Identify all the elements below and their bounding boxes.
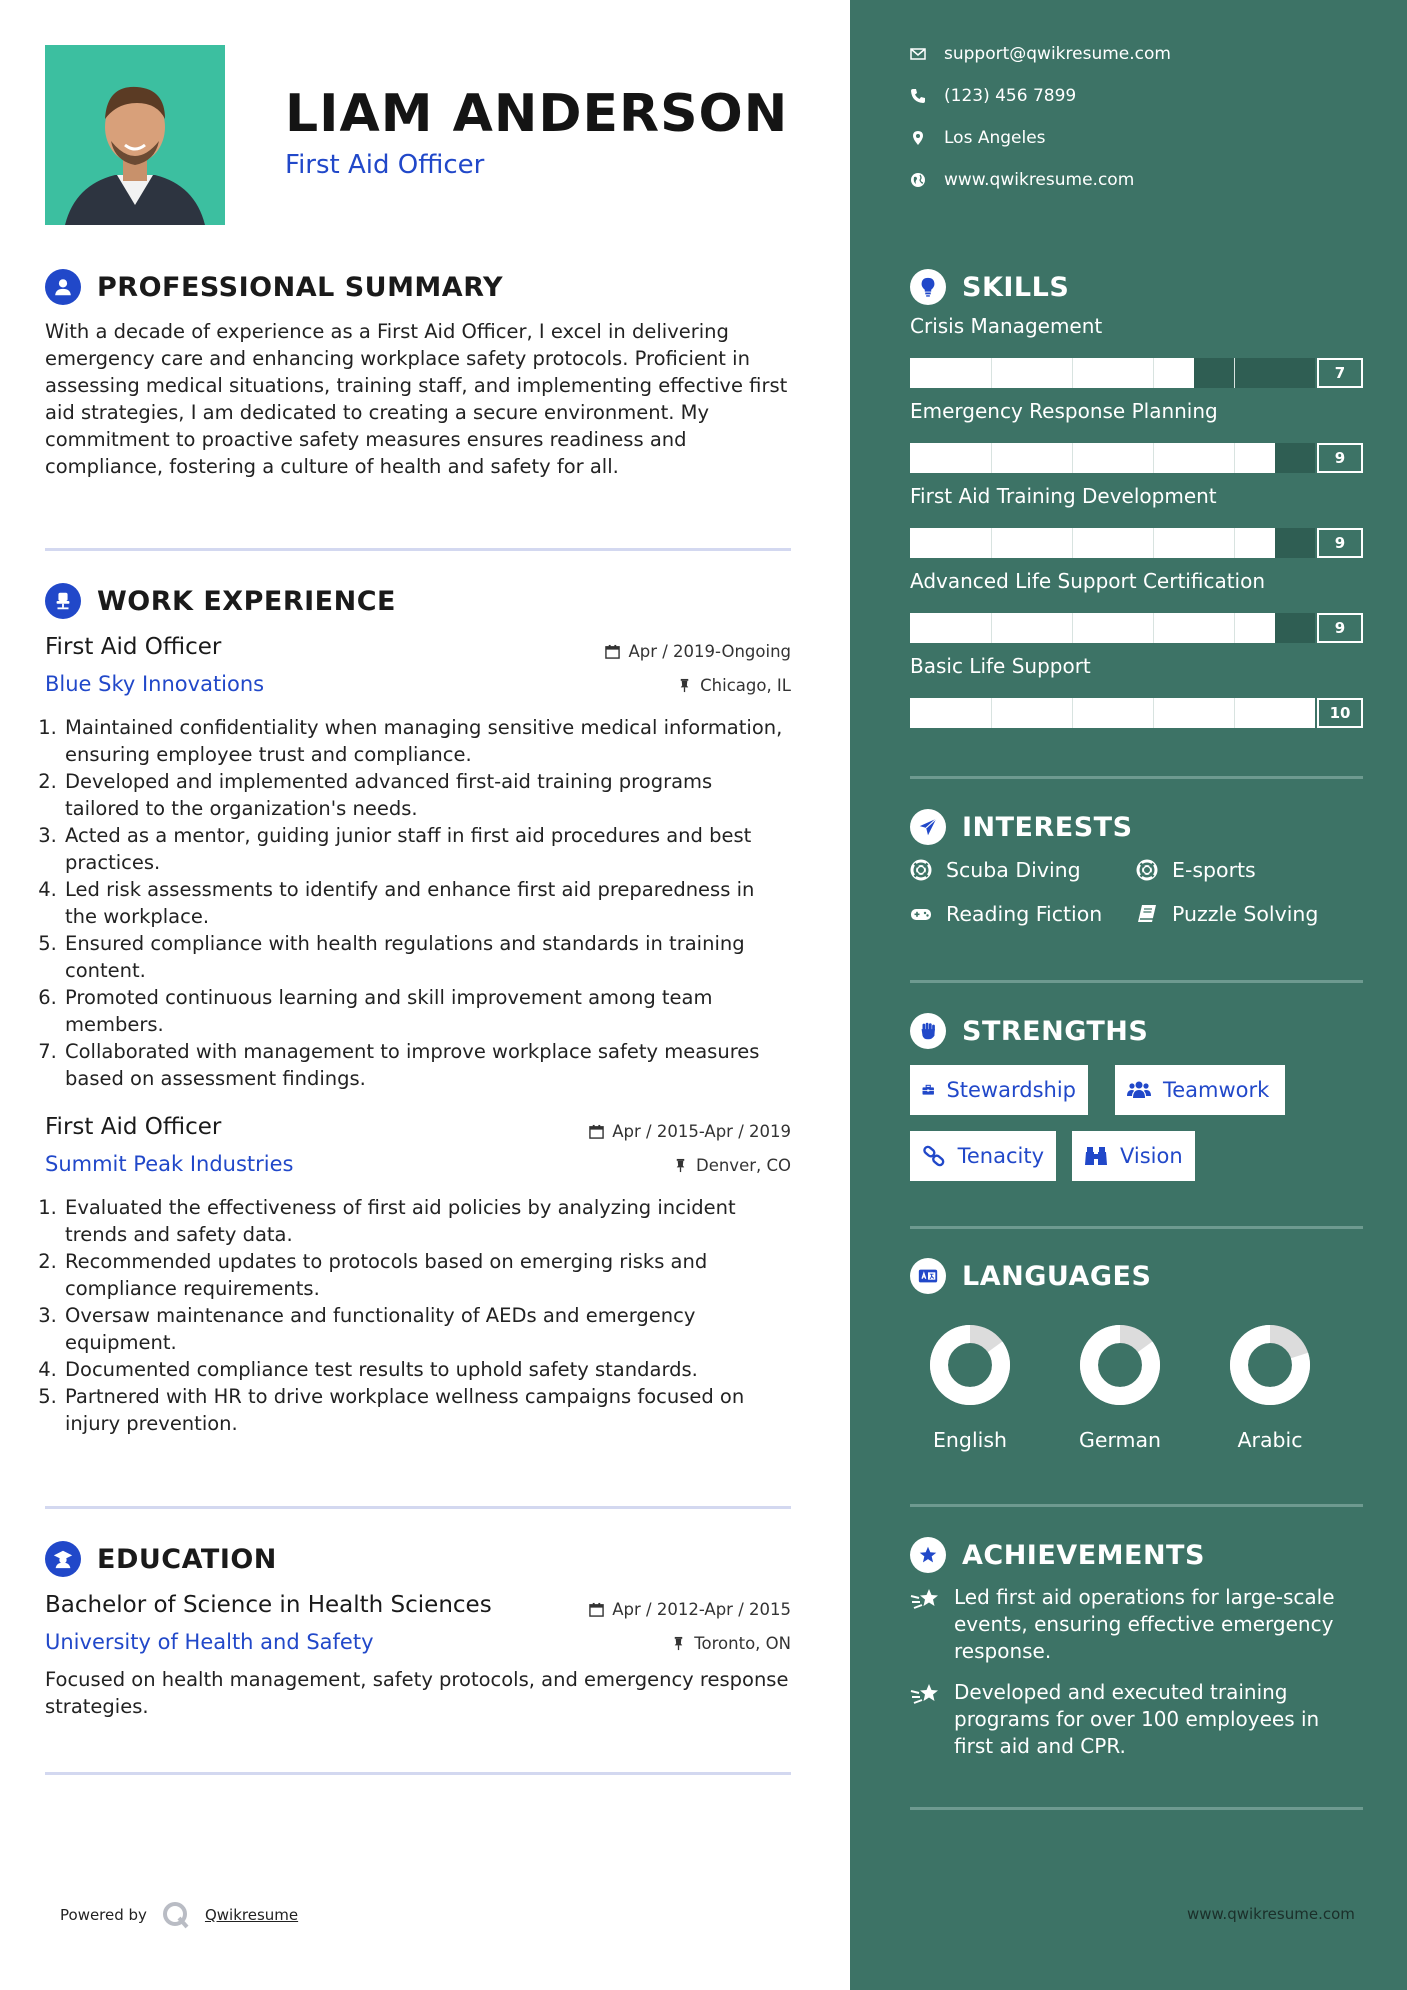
skill-segment — [1234, 443, 1235, 473]
skill-fill — [910, 528, 1275, 558]
job-company: Summit Peak Industries — [45, 1152, 294, 1176]
list-item: 7. Collaborated with management to improve workplace safety measures based on assessment findings. — [63, 1038, 791, 1092]
achievements-heading: ACHIEVEMENTS — [962, 1539, 1205, 1571]
skill-segment — [1234, 698, 1235, 728]
skill-segment — [1234, 613, 1235, 643]
interests-heading: INTERESTS — [962, 811, 1133, 843]
skill-segment — [1234, 358, 1235, 388]
skill-segment — [1072, 358, 1073, 388]
skill-name: Advanced Life Support Certification — [910, 569, 1266, 593]
interest-item: Reading Fiction — [910, 902, 1102, 926]
skill-segment — [1234, 528, 1235, 558]
language-item — [915, 1322, 1025, 1452]
job-duties — [45, 714, 791, 1092]
education-description: Focused on health management, safety protocols, and emergency response strategies. — [45, 1668, 789, 1718]
strengths-header — [910, 1012, 1148, 1050]
skills-heading: SKILLS — [962, 271, 1070, 303]
skill-name: Emergency Response Planning — [910, 399, 1218, 423]
language-icon — [910, 1258, 946, 1294]
skill-item — [910, 399, 1363, 473]
skill-segment — [991, 698, 992, 728]
skill-item — [910, 484, 1363, 558]
job-location: Denver, CO — [673, 1156, 791, 1175]
skill-track — [910, 443, 1315, 473]
skill-segment — [1153, 443, 1154, 473]
interest-item: Scuba Diving — [910, 858, 1081, 882]
skill-score: 10 — [1317, 698, 1363, 728]
skill-segment — [991, 528, 992, 558]
link-icon — [922, 1145, 946, 1167]
lightbulb-icon — [910, 269, 946, 305]
interests-header — [910, 808, 1133, 846]
summary-section — [45, 268, 791, 480]
summary-text: With a decade of experience as a First Aid Officer, I excel in delivering emergency care and enhancing workplace safety protocols. Proficient in assessing medical situations, training staff, and implementing effective first aid strategies, I am dedicated to creating a secure environment. My commitment to proactive safety measures ensures readiness and compliance, fostering a culture of health and safety for all. — [45, 320, 788, 478]
skill-item — [910, 654, 1363, 728]
education-heading: EDUCATION — [97, 1543, 277, 1575]
book-icon — [1136, 903, 1158, 925]
skill-item — [910, 314, 1363, 388]
skills-header — [910, 268, 1069, 306]
skill-bar — [910, 443, 1363, 473]
pin-icon — [677, 678, 692, 693]
achievement-item — [910, 1679, 1363, 1760]
skill-segment — [991, 443, 992, 473]
envelope-icon — [910, 46, 926, 62]
section-divider — [45, 1506, 791, 1509]
lifebuoy-icon — [910, 859, 932, 881]
skill-item — [910, 569, 1363, 643]
list-item: 2. Recommended updates to protocols based on emerging risks and compliance requirements. — [63, 1248, 791, 1302]
sidebar — [850, 0, 1407, 1990]
skill-fill — [910, 443, 1275, 473]
skill-name: First Aid Training Development — [910, 484, 1217, 508]
pin-icon — [671, 1636, 686, 1651]
office-chair-icon — [45, 583, 81, 619]
education-date: Apr / 2012-Apr / 2015 — [589, 1600, 791, 1619]
skill-segment — [1072, 613, 1073, 643]
skill-segment — [1153, 613, 1154, 643]
list-item: 3. Acted as a mentor, guiding junior staff in first aid procedures and best practices. — [63, 822, 791, 876]
contact-website[interactable]: www.qwikresume.com — [910, 170, 1134, 190]
school: University of Health and Safety — [45, 1630, 374, 1654]
skill-bar — [910, 528, 1363, 558]
globe-icon — [910, 172, 926, 188]
skill-fill — [910, 613, 1275, 643]
skill-segment — [991, 358, 992, 388]
graduate-icon — [45, 1541, 81, 1577]
list-item: 5. Partnered with HR to drive workplace wellness campaigns focused on injury prevention. — [63, 1383, 791, 1437]
skill-bar — [910, 358, 1363, 388]
education-entry — [45, 1592, 791, 1720]
job-date: Apr / 2015-Apr / 2019 — [589, 1122, 791, 1141]
fist-icon — [910, 1013, 946, 1049]
candidate-name: LIAM ANDERSON — [285, 84, 789, 144]
job-company: Blue Sky Innovations — [45, 672, 265, 696]
skill-score: 7 — [1317, 358, 1363, 388]
interest-item: Puzzle Solving — [1136, 902, 1318, 926]
skill-track — [910, 698, 1315, 728]
education-section — [45, 1540, 791, 1720]
strength-badge: Tenacity — [910, 1131, 1056, 1181]
skill-segment — [1153, 698, 1154, 728]
language-name: Arabic — [1237, 1428, 1303, 1452]
skill-fill — [910, 358, 1194, 388]
contact-phone[interactable]: (123) 456 7899 — [910, 86, 1076, 106]
skill-segment — [1072, 443, 1073, 473]
skill-bar — [910, 698, 1363, 728]
job-role: First Aid Officer — [45, 634, 222, 660]
achievement-text: Developed and executed training programs for over 100 employees in first aid and CPR. — [954, 1680, 1320, 1758]
users-icon — [1127, 1079, 1151, 1101]
list-item: 4. Led risk assessments to identify and enhance first aid preparedness in the workplace. — [63, 876, 791, 930]
skill-segment — [1153, 528, 1154, 558]
job-role: First Aid Officer — [45, 1114, 222, 1140]
experience-section — [45, 582, 791, 1437]
binoculars-icon — [1084, 1145, 1108, 1167]
job-entry — [45, 634, 791, 1092]
skill-name: Crisis Management — [910, 314, 1103, 338]
list-item: 6. Promoted continuous learning and skill improvement among team members. — [63, 984, 791, 1038]
map-marker-icon — [910, 130, 926, 146]
section-divider — [45, 548, 791, 551]
contact-email[interactable]: support@qwikresume.com — [910, 44, 1171, 64]
list-item: 1. Maintained confidentiality when managing sensitive medical information, ensuring employee trust and compliance. — [63, 714, 791, 768]
section-divider — [45, 1772, 791, 1775]
education-location: Toronto, ON — [671, 1634, 791, 1653]
list-item: 3. Oversaw maintenance and functionality of AEDs and emergency equipment. — [63, 1302, 791, 1356]
list-item: 1. Evaluated the effectiveness of first aid policies by analyzing incident trends and safety data. — [63, 1194, 791, 1248]
language-item — [1065, 1322, 1175, 1452]
strength-badge: Stewardship — [910, 1065, 1088, 1115]
list-item: 4. Documented compliance test results to uphold safety standards. — [63, 1356, 791, 1383]
job-date: Apr / 2019-Ongoing — [605, 642, 791, 661]
skill-track — [910, 613, 1315, 643]
skill-track — [910, 528, 1315, 558]
experience-heading: WORK EXPERIENCE — [97, 585, 396, 617]
list-item: 5. Ensured compliance with health regulations and standards in training content. — [63, 930, 791, 984]
shooting-star-icon — [910, 1681, 942, 1709]
skill-bar — [910, 613, 1363, 643]
section-divider — [910, 776, 1363, 779]
interest-item: E-sports — [1136, 858, 1256, 882]
qwikresume-link[interactable]: Qwikresume — [204, 1906, 299, 1924]
language-item — [1215, 1322, 1325, 1452]
calendar-icon — [605, 644, 620, 659]
job-duties — [45, 1194, 791, 1437]
user-icon — [45, 269, 81, 305]
languages-header — [910, 1257, 1151, 1295]
degree: Bachelor of Science in Health Sciences — [45, 1592, 492, 1618]
paper-plane-icon — [910, 809, 946, 845]
qwikresume-logo-icon — [161, 1900, 191, 1930]
profile-photo — [45, 45, 225, 225]
achievements-header — [910, 1536, 1205, 1574]
skill-segment — [991, 613, 992, 643]
skill-segment — [1153, 358, 1154, 388]
calendar-icon — [589, 1124, 604, 1139]
section-divider — [910, 1504, 1363, 1507]
achievement-item — [910, 1584, 1363, 1665]
job-location: Chicago, IL — [677, 676, 791, 695]
language-name: English — [932, 1428, 1008, 1452]
skill-score: 9 — [1317, 528, 1363, 558]
skill-score: 9 — [1317, 613, 1363, 643]
candidate-title: First Aid Officer — [285, 150, 485, 180]
pin-icon — [673, 1158, 688, 1173]
skill-track — [910, 358, 1315, 388]
contact-location: Los Angeles — [910, 128, 1046, 148]
lifebuoy-icon — [1136, 859, 1158, 881]
gamepad-icon — [910, 903, 932, 925]
strengths-heading: STRENGTHS — [962, 1015, 1149, 1047]
languages-heading: LANGUAGES — [962, 1260, 1152, 1292]
section-divider — [910, 1226, 1363, 1229]
summary-heading: PROFESSIONAL SUMMARY — [97, 271, 504, 303]
skill-segment — [1072, 528, 1073, 558]
language-donut — [1227, 1322, 1313, 1408]
skill-score: 9 — [1317, 443, 1363, 473]
calendar-icon — [589, 1602, 604, 1617]
skill-segment — [1072, 698, 1073, 728]
list-item: 2. Developed and implemented advanced first-aid training programs tailored to the organization's needs. — [63, 768, 791, 822]
shooting-star-icon — [910, 1586, 942, 1614]
strength-badge: Teamwork — [1115, 1065, 1285, 1115]
powered-by: Powered by Qwikresume — [60, 1900, 298, 1930]
briefcase-icon — [922, 1079, 934, 1101]
job-entry — [45, 1114, 791, 1437]
language-donut — [1077, 1322, 1163, 1408]
language-donut — [927, 1322, 1013, 1408]
language-name: German — [1078, 1428, 1162, 1452]
star-badge-icon — [910, 1537, 946, 1573]
achievement-text: Led first aid operations for large-scale events, ensuring effective emergency response. — [954, 1585, 1335, 1663]
skill-fill — [910, 698, 1315, 728]
section-divider — [910, 980, 1363, 983]
phone-icon — [910, 88, 926, 104]
strength-badge: Vision — [1072, 1131, 1195, 1181]
footer-website[interactable]: www.qwikresume.com — [1187, 1905, 1355, 1923]
skill-name: Basic Life Support — [910, 654, 1091, 678]
section-divider — [910, 1807, 1363, 1810]
